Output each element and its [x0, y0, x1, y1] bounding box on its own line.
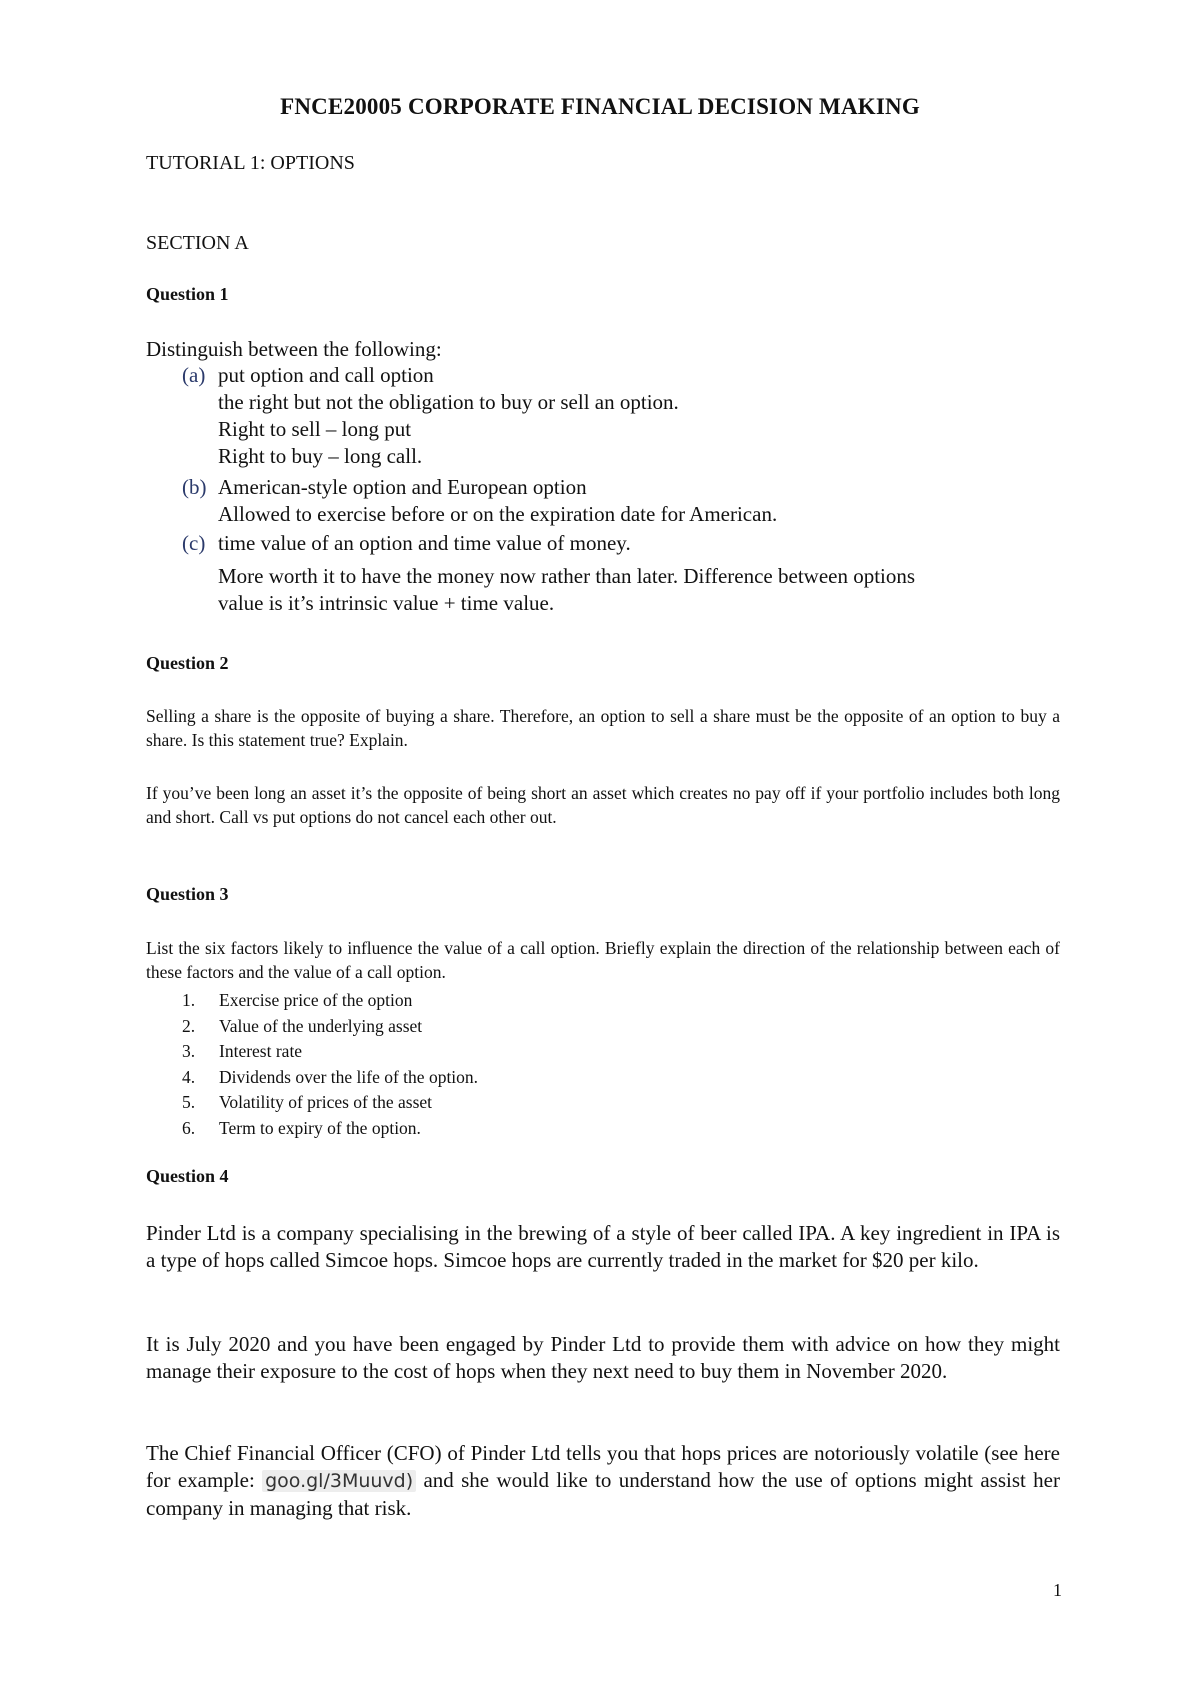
item-line: Right to buy – long call.: [218, 444, 423, 468]
factor-list: [146, 988, 478, 1141]
question-3-heading: Question 3: [146, 884, 229, 904]
question-1-heading: Question 1: [146, 284, 229, 304]
list-item: 2. Value of the underlying asset: [182, 1015, 423, 1036]
question-4-paragraph-2: It is July 2020 and you have been engaged by Pinder Ltd to provide them with advice on how they might manage their exposure to the cost of hops when they next need to buy them in November 2020.: [146, 1332, 1060, 1383]
page-number: 1: [1053, 1580, 1062, 1600]
item-label: (b): [182, 475, 207, 499]
item-label: (c): [182, 531, 206, 555]
list-item: 4. Dividends over the life of the option.: [182, 1066, 479, 1087]
item-label: (a): [182, 363, 206, 387]
item-line: value is it’s intrinsic value + time value.: [218, 591, 555, 615]
item-line: the right but not the obligation to buy or sell an option.: [218, 390, 679, 414]
question-2-text: Selling a share is the opposite of buying a share. Therefore, an option to sell a share must be the opposite of an option to buy a share. Is this statement true? Explain.: [146, 706, 1060, 750]
item-line: Right to sell – long put: [218, 417, 412, 441]
question-1-intro: Distinguish between the following:: [146, 337, 442, 361]
question-4-paragraph-1: Pinder Ltd is a company specialising in the brewing of a style of beer called IPA. A key ingredient in IPA is a type of hops called Simcoe hops. Simcoe hops are currently traded in the market for $20 per kilo.: [146, 1221, 1060, 1272]
list-item: 6. Term to expiry of the option.: [182, 1117, 421, 1138]
hops-price-link[interactable]: goo.gl/3Muuvd): [262, 1470, 416, 1492]
item-line: put option and call option: [218, 363, 434, 387]
list-item: 1. Exercise price of the option: [182, 990, 413, 1010]
question-2-heading: Question 2: [146, 653, 229, 673]
question-4-heading: Question 4: [146, 1166, 229, 1186]
item-line: More worth it to have the money now rather than later. Difference between options: [218, 564, 916, 588]
document-title: FNCE20005 CORPORATE FINANCIAL DECISION MAKING: [280, 94, 920, 119]
question-4-paragraph-3: The Chief Financial Officer (CFO) of Pinder Ltd tells you that hops prices are notoriously volatile (see here for example: goo.gl/3Muuvd) and she would like to understand how the use of options might assist her company in managing that risk.: [146, 1441, 1060, 1520]
item-line: time value of an option and time value of money.: [218, 531, 631, 555]
list-item: 5. Volatility of prices of the asset: [182, 1092, 433, 1112]
tutorial-heading: TUTORIAL 1: OPTIONS: [146, 152, 355, 174]
list-item: 3. Interest rate: [182, 1041, 303, 1061]
item-line: American-style option and European option: [218, 475, 587, 499]
section-heading: SECTION A: [146, 232, 249, 254]
question-3-text: List the six factors likely to influence the value of a call option. Briefly explain the direction of the relationship between each of these factors and the value of a call option.: [146, 938, 1060, 982]
item-line: Allowed to exercise before or on the expiration date for American.: [218, 502, 778, 526]
question-2-answer: If you’ve been long an asset it’s the opposite of being short an asset which creates no pay off if your portfolio includes both long and short. Call vs put options do not cancel each other out.: [146, 783, 1060, 827]
